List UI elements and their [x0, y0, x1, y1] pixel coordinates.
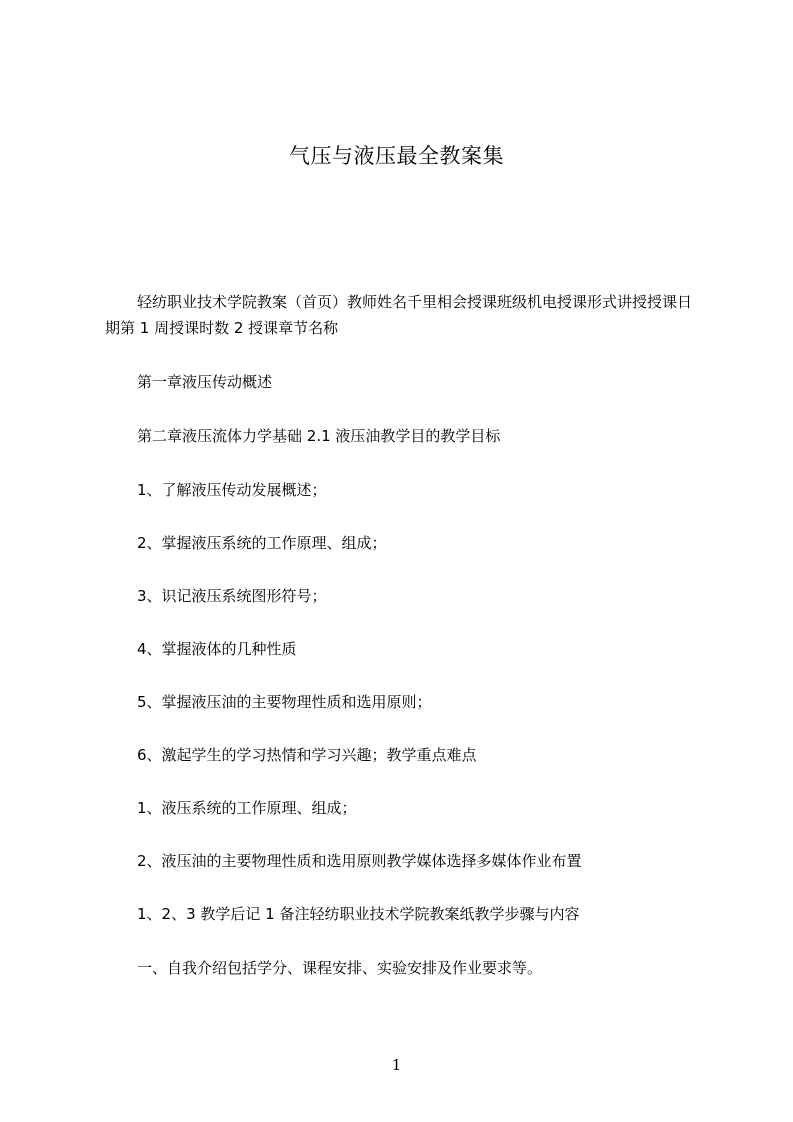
- text-line: 第二章液压流体力学基础 2.1 液压油教学目的教学目标: [137, 427, 501, 445]
- text-line: 3、识记液压系统图形符号；: [137, 587, 327, 605]
- text-line: 2、液压油的主要物理性质和选用原则教学媒体选择多媒体作业布置: [137, 852, 582, 870]
- text-line: 4、掌握液体的几种性质: [137, 640, 297, 658]
- text-line: 2、掌握液压系统的工作原理、组成；: [137, 534, 387, 552]
- text-line: 一、自我介绍包括学分、课程安排、实验安排及作业要求等。: [137, 959, 543, 977]
- text-line: 5、掌握液压油的主要物理性质和选用原则；: [137, 693, 432, 711]
- intro-paragraph: 轻纺职业技术学院教案（首页）教师姓名千里相会授课班级机电授课形式讲授授课日期第 1 周授课时数 2 授课章节名称: [105, 293, 693, 337]
- text-line: 6、激起学生的学习热情和学习兴趣；教学重点难点: [137, 746, 477, 764]
- text-line: 1、液压系统的工作原理、组成；: [137, 799, 357, 817]
- text-line: 1、了解液压传动发展概述；: [137, 481, 327, 499]
- page-number: 1: [391, 1056, 402, 1074]
- document-title: 气压与液压最全教案集: [289, 144, 504, 168]
- text-line: 1、2、3 教学后记 1 备注轻纺职业技术学院教案纸教学步骤与内容: [137, 905, 580, 923]
- text-line: 第一章液压传动概述: [137, 373, 273, 391]
